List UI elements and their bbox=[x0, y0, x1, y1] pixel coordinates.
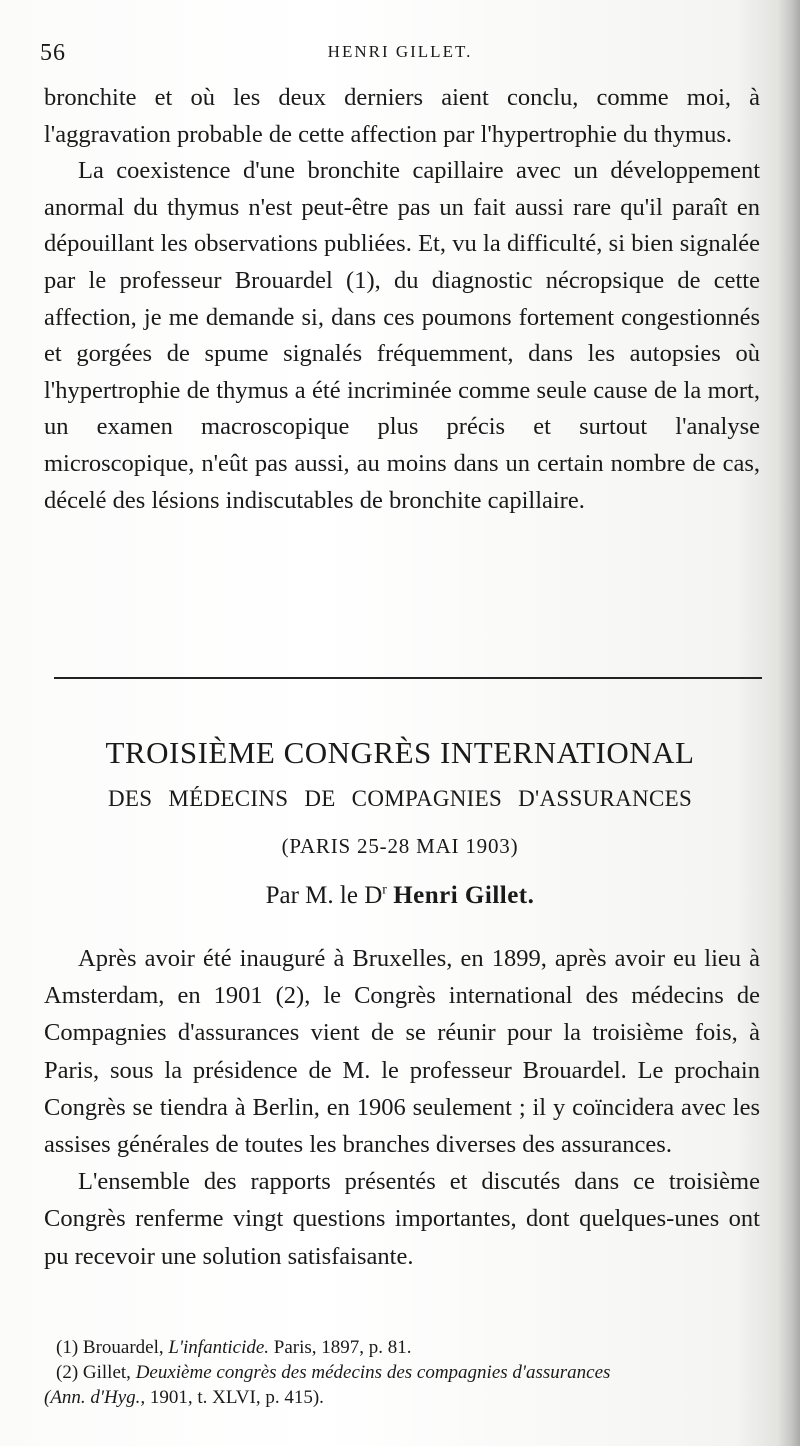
author-prefix-sup: r bbox=[382, 882, 387, 898]
running-head bbox=[40, 40, 760, 70]
article-subtitle: DES MÉDECINS DE COMPAGNIES D'ASSURANCES bbox=[107, 786, 693, 811]
footnote-marker: (1) bbox=[56, 1337, 79, 1358]
running-title: HENRI GILLET. bbox=[327, 42, 473, 61]
footnote-details: 1901, t. XLVI, p. 415). bbox=[149, 1387, 324, 1408]
paragraph: La coexistence d'une bronchite capillaire avec un développement anormal du thymus n'est peut-être pas un fait aussi rare qu'il paraît en dépouillant les observations publiées. Et, vu la difficulté, si bien signalée par le professeur Brouardel (1), du diagnostic nécropsique de cette affection, je me demande si, dans ces poumons fortement congestionnés et gorgées de spume signalés fréquemment, dans les autopsies où l'hypertrophie de thymus a été incriminée comme seule cause de la mort, un examen macroscopique plus précis et surtout l'analyse microscopique, n'eût pas aussi, au moins dans un certain nombre de cas, décelé des lésions indiscutables de bronchite capillaire. bbox=[44, 157, 760, 514]
paragraph: bronchite et où les deux derniers aient conclu, comme moi, à l'aggravation probable de cette affection par l'hypertrophie du thymus. bbox=[44, 84, 760, 148]
footnote-author: Brouardel, bbox=[82, 1337, 164, 1358]
footnote-1 bbox=[44, 1335, 760, 1360]
page-gutter-shadow bbox=[778, 0, 800, 1446]
footnote-author: Gillet, bbox=[82, 1362, 131, 1383]
section-divider bbox=[54, 677, 762, 679]
paragraph: Après avoir été inauguré à Bruxelles, en 1899, après avoir eu lieu à Amsterdam, en 1901 (2), le Congrès international des médecins de Compagnies d'assurances vient de se réunir pour la troisième fois, à Paris, sous la présidence de M. le professeur Brouardel. Le prochain Congrès se tiendra à Berlin, en 1906 seulement ; il y coïncidera avec les assises générales de toutes les branches diverses des assurances. bbox=[44, 945, 760, 1159]
footnote-2-continued bbox=[44, 1385, 760, 1410]
article-dateline: (PARIS 25-28 MAI 1903) bbox=[281, 834, 519, 858]
author-line bbox=[40, 882, 760, 910]
page-number: 56 bbox=[40, 40, 66, 66]
footnote-details: Paris, 1897, p. 81. bbox=[273, 1337, 412, 1358]
paragraph: L'ensemble des rapports présentés et discutés dans ce troisième Congrès renferme vingt questions importantes, dont quelques-unes ont pu recevoir une solution satisfaisante. bbox=[44, 1168, 760, 1270]
author-prefix: Par M. le D bbox=[265, 882, 383, 909]
footnote-2 bbox=[44, 1360, 760, 1385]
article-body bbox=[44, 940, 760, 1275]
author-name: Henri Gillet. bbox=[393, 882, 535, 909]
footnote-title: Deuxième congrès des médecins des compagnies d'assurances bbox=[135, 1362, 611, 1383]
intro-text bbox=[44, 80, 760, 519]
footnote-marker: (2) bbox=[56, 1362, 79, 1383]
footnotes bbox=[44, 1335, 760, 1410]
footnote-journal: (Ann. d'Hyg., bbox=[44, 1387, 146, 1408]
article-title: TROISIÈME CONGRÈS INTERNATIONAL bbox=[105, 735, 695, 770]
footnote-title: L'infanticide. bbox=[168, 1337, 270, 1358]
